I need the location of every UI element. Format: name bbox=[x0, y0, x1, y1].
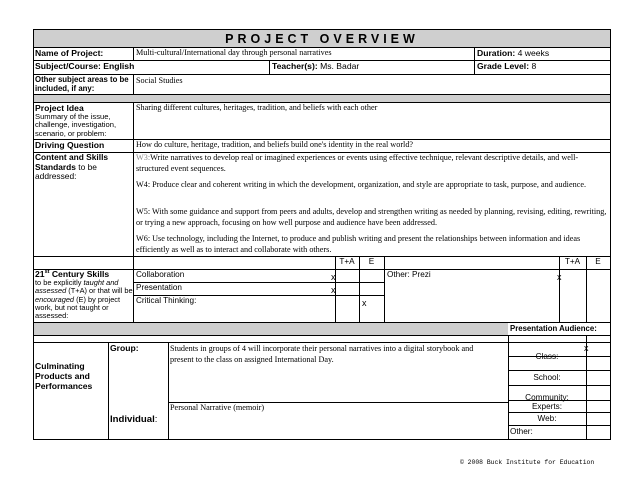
century-skills-desc: to be explicitly taught and assessed (T+A) or that will be encouraged (E) by project work, but not taught or assessed: bbox=[35, 278, 133, 321]
audience-web: Web: bbox=[537, 414, 557, 423]
presentation-ta-checkbox[interactable]: x bbox=[331, 285, 336, 295]
title-bar bbox=[34, 30, 610, 47]
century-skills-title: Century Skills bbox=[49, 269, 110, 279]
teachers-value[interactable]: Ms. Badar bbox=[320, 61, 360, 71]
project-idea-cell bbox=[35, 103, 132, 138]
skill-collaboration: Collaboration bbox=[136, 270, 185, 279]
presentation-audience-label: Presentation Audience: bbox=[510, 324, 597, 333]
standard-w3-code: W3: bbox=[136, 153, 151, 162]
duration-value[interactable]: 4 weeks bbox=[517, 48, 550, 58]
e-header-1: E bbox=[368, 257, 375, 266]
individual-value[interactable]: Personal Narrative (memoir) bbox=[170, 403, 265, 412]
skill-presentation: Presentation bbox=[136, 283, 182, 292]
audience-experts: Experts: bbox=[531, 402, 563, 411]
century-skills-sup: st bbox=[44, 269, 50, 276]
e-header-2: E bbox=[595, 257, 601, 266]
other-subjects-value[interactable]: Social Studies bbox=[136, 76, 183, 85]
teachers-label: Teacher(s): bbox=[272, 61, 318, 71]
group-value[interactable]: Students in groups of 4 will incorporate their personal narratives into a digital storybook and present to the class on assigned International Day. bbox=[170, 344, 474, 364]
name-of-project-label: Name of Project: bbox=[35, 48, 104, 58]
standards-label-rest: to be addressed: bbox=[35, 161, 97, 182]
ta-header-1: T+A bbox=[339, 257, 355, 266]
skill-other: Other: Prezi bbox=[387, 270, 431, 279]
group-label: Group: bbox=[110, 343, 139, 353]
audience-class: Class: bbox=[535, 352, 559, 361]
grade-level-field bbox=[477, 61, 536, 71]
standard-w5[interactable]: W5: With some guidance and support from peers and adults, develop and strengthen writing as needed by planning, revising, editing, rewriting, or trying a new approach, focusing on how well purpose and audience have been addressed. bbox=[136, 207, 607, 227]
project-idea-subtitle: Summary of the issue, challenge, investigation, scenario, or problem: bbox=[35, 112, 117, 138]
standards-label-bold: Content and Skills Standards bbox=[35, 152, 109, 172]
standard-w3[interactable] bbox=[136, 153, 608, 174]
separator-band-2 bbox=[34, 323, 508, 335]
grade-level-value[interactable]: 8 bbox=[531, 61, 537, 71]
skill-critical-thinking: Critical Thinking: bbox=[136, 296, 197, 305]
standard-w4[interactable]: W4: Produce clear and coherent writing in which the development, organization, and style are appropriate to task, purpose, and audience. bbox=[136, 180, 587, 189]
driving-question-label: Driving Question bbox=[35, 140, 105, 150]
audience-class-checkbox[interactable]: x bbox=[584, 343, 589, 353]
standard-w3-text: Write narratives to develop real or imagined experiences or events using effective technique, relevant descriptive details, and well-structured event sequences. bbox=[136, 153, 579, 173]
grade-level-label: Grade Level: bbox=[477, 61, 530, 71]
audience-other: Other: bbox=[510, 427, 533, 436]
standards-label bbox=[35, 153, 132, 182]
name-of-project-value[interactable]: Multi-cultural/International day through personal narratives bbox=[136, 48, 332, 57]
teachers-field bbox=[272, 61, 359, 71]
century-skills-label bbox=[35, 269, 133, 320]
century-skills-number: 21 bbox=[35, 269, 45, 279]
separator-band bbox=[34, 95, 610, 102]
ta-header-2: T+A bbox=[564, 257, 581, 266]
project-idea-value[interactable]: Sharing different cultures, heritages, tradition, and beliefs with each other bbox=[136, 103, 378, 112]
culminating-products-label: Culminating Products and Performances bbox=[35, 361, 93, 391]
audience-community: Community: bbox=[525, 393, 569, 402]
subject-course-label[interactable]: Subject/Course: English bbox=[35, 61, 135, 71]
other-ta-checkbox[interactable]: x bbox=[557, 272, 562, 282]
audience-school: School: bbox=[533, 373, 561, 382]
critical-thinking-e-checkbox[interactable]: x bbox=[362, 298, 367, 308]
copyright-footer: © 2008 Buck Institute for Education bbox=[460, 459, 595, 466]
other-subjects-label: Other subject areas to be included, if any: bbox=[35, 75, 129, 93]
individual-label: Individual: bbox=[110, 414, 158, 425]
duration-field bbox=[477, 48, 549, 58]
page-title: PROJECT OVERVIEW bbox=[225, 32, 419, 46]
standard-w6[interactable]: W6: Use technology, including the Internet, to produce and publish writing and present the relationships between information and ideas efficiently as well as to interact and collaborate with others. bbox=[136, 234, 581, 254]
driving-question-value[interactable]: How do culture, heritage, tradition, and beliefs build one's identity in the real world? bbox=[136, 140, 414, 149]
project-idea-label: Project Idea bbox=[35, 103, 84, 113]
duration-label: Duration: bbox=[477, 48, 516, 58]
collaboration-ta-checkbox[interactable]: x bbox=[331, 272, 336, 282]
